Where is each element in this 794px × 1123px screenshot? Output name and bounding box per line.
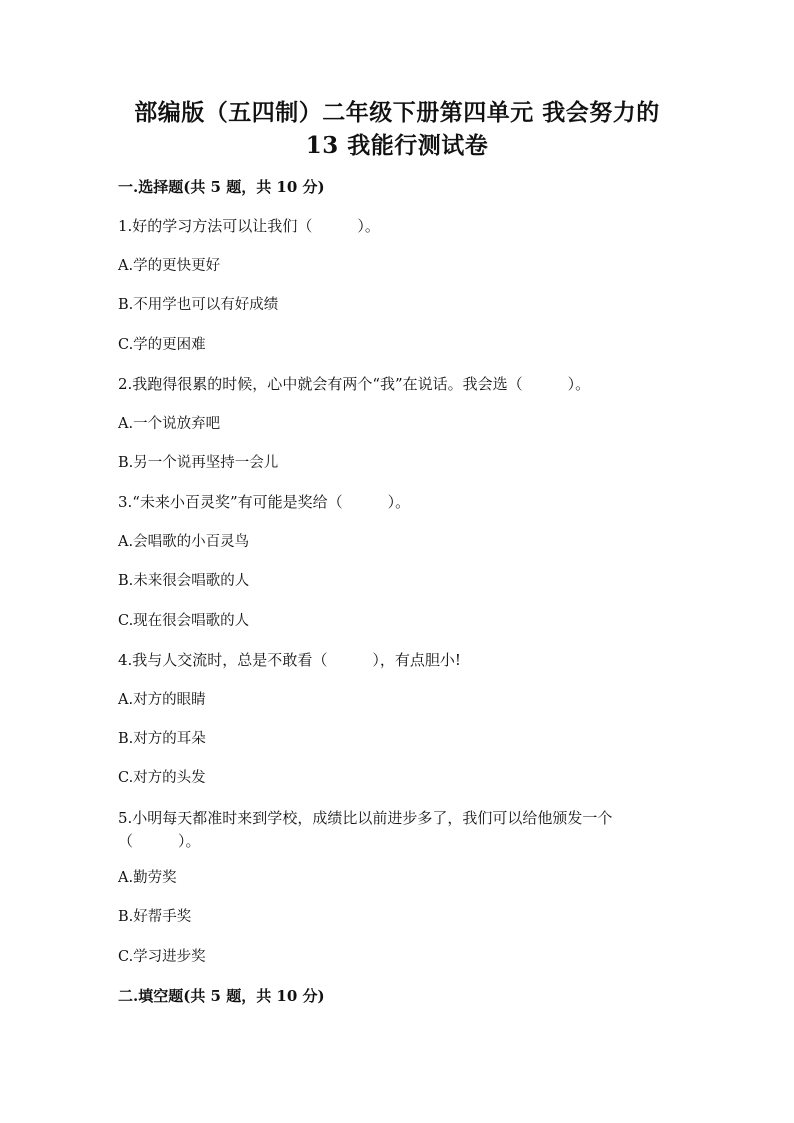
section-heading-fill-in-blank: 二.填空题(共 5 题，共 10 分) [118, 987, 325, 1005]
question-5-line-1: 5.小明每天都准时来到学校，成绩比以前进步多了，我们可以给他颁发一个 [118, 809, 613, 827]
question-3-option-c: C.现在很会唱歌的人 [118, 613, 250, 629]
page-title-line-2: 13 我能行测试卷 [305, 132, 489, 159]
question-4-option-c: C.对方的头发 [118, 770, 206, 786]
question-2-option-b: B.另一个说再坚持一会儿 [118, 455, 279, 471]
question-1-option-a: A.学的更快更好 [118, 258, 221, 274]
question-3: 3.“未来小百灵奖”有可能是奖给（ ）。 [118, 493, 411, 511]
question-5-option-a: A.勤劳奖 [118, 870, 177, 886]
question-3-option-b: B.未来很会唱歌的人 [118, 573, 250, 589]
page-title-line-1: 部编版（五四制）二年级下册第四单元 我会努力的 [134, 99, 660, 126]
question-2-option-a: A.一个说放弃吧 [118, 416, 221, 432]
question-4-option-b: B.对方的耳朵 [118, 731, 206, 747]
question-5-option-b: B.好帮手奖 [118, 909, 192, 925]
question-1: 1.好的学习方法可以让我们（ ）。 [118, 217, 380, 235]
question-1-option-b: B.不用学也可以有好成绩 [118, 297, 279, 313]
question-3-option-a: A.会唱歌的小百灵鸟 [118, 534, 250, 550]
question-5-option-c: C.学习进步奖 [118, 949, 206, 965]
question-1-option-c: C.学的更困难 [118, 337, 206, 353]
question-4-option-a: A.对方的眼睛 [118, 692, 206, 708]
question-5-line-2: （ ）。 [118, 832, 201, 850]
question-4: 4.我与人交流时，总是不敢看（ ），有点胆小! [118, 651, 461, 669]
question-2: 2.我跑得很累的时候，心中就会有两个“我”在说话。我会选（ ）。 [118, 375, 591, 393]
section-heading-multiple-choice: 一.选择题(共 5 题，共 10 分) [118, 178, 325, 196]
